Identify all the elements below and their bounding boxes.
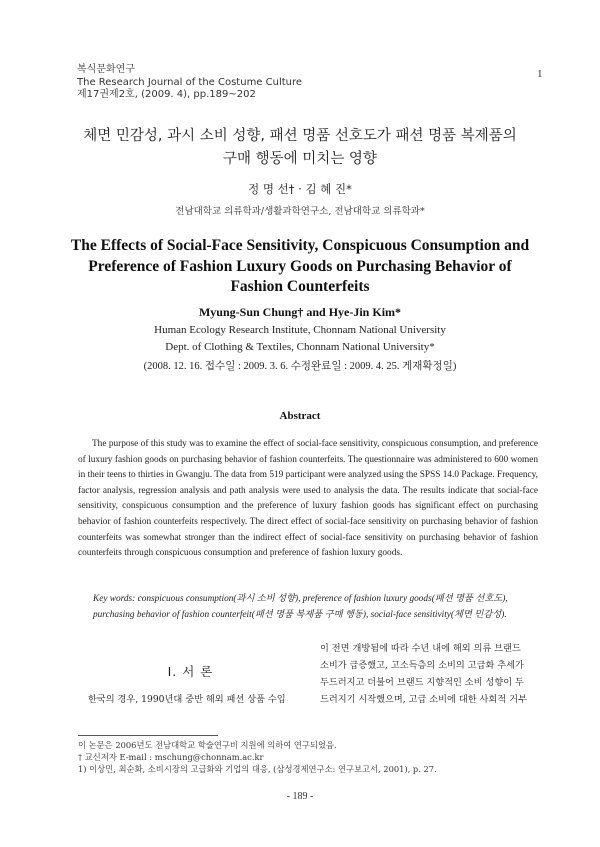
affiliation-korean: 전남대학교 의류학과/생활과학연구소, 전남대학교 의류학과* xyxy=(175,206,425,217)
affiliation-english: Dept. of Clothing & Textiles, Chonnam National University* xyxy=(165,341,435,353)
keywords-body: conspicuous consumption(과시 소비 성향), preference of fashion luxury goods(패션 명품 선호도), purchasing behavior of fashion counterfeit(패션 명품 복제품 구매 행동), social-face sensitivity(체면 민감성). xyxy=(93,594,508,620)
body-text-left: 한국의 경우, 1990년대 중반 해외 패션 상품 수입 xyxy=(88,694,286,705)
journal-issue: 제17권제2호, (2009. 4), pp.189~202 xyxy=(77,89,256,100)
section-heading: Ⅰ. 서 론 xyxy=(167,664,214,679)
corner-number: 1 xyxy=(537,68,543,80)
title-english-line: Fashion Counterfeits xyxy=(230,278,370,295)
keywords-label: Key words: xyxy=(93,594,136,604)
body-line: 이 전면 개방됨에 따라 수년 내에 해외 의류 브랜드 xyxy=(320,643,521,654)
title-korean-line: 체면 민감성, 과시 소비 성향, 패션 명품 선호도가 패션 명품 복제품의 xyxy=(83,128,517,144)
journal-name-ko: 복식문화연구 xyxy=(77,64,135,75)
affiliation-english: Human Ecology Research Institute, Chonnam National University xyxy=(154,324,446,336)
journal-name-en: The Research Journal of the Costume Culture xyxy=(77,76,303,88)
body-line: 소비가 급증했고, 고소득층의 소비의 고급화 추세가 xyxy=(320,660,524,671)
footnotes xyxy=(78,739,548,775)
footnote: † 교신저자 E-mail : mschung@chonnam.ac.kr xyxy=(78,752,264,762)
footnote-divider xyxy=(78,735,218,736)
footnote: 1) 이상민, 최순화, 소비시장의 고급화와 기업의 대응, (삼성경제연구소: 연구보고서, 2001), p. 27. xyxy=(78,764,437,774)
authors-english: Myung-Sun Chung† and Hye-Jin Kim* xyxy=(198,305,402,319)
abstract-heading: Abstract xyxy=(279,410,321,422)
title-english-line: The Effects of Social-Face Sensitivity, Conspicuous Consumption and xyxy=(70,237,530,254)
footnote: 이 논문은 2006년도 전남대학교 학술연구비 지원에 의하여 연구되었음. xyxy=(78,740,337,750)
body-line: 두드러지고 더불어 브랜드 지향적인 소비 성향이 두 xyxy=(320,677,524,688)
title-korean-line: 구매 행동에 미치는 영향 xyxy=(223,151,377,167)
body-line: 드러지기 시작했으며, 고급 소비에 대한 사회적 거부 xyxy=(320,694,527,705)
title-english xyxy=(60,236,540,298)
title-korean xyxy=(40,125,560,171)
keywords xyxy=(93,592,539,623)
page-number: - 189 - xyxy=(286,791,314,802)
body-text-right xyxy=(320,640,540,708)
title-english-line: Preference of Fashion Luxury Goods on Purchasing Behavior of xyxy=(88,257,512,275)
authors-korean: 정 명 선† · 김 혜 진* xyxy=(248,182,352,196)
submission-dates: (2008. 12. 16. 접수일 : 2009. 3. 6. 수정완료일 : 2009. 4. 25. 게재확정일) xyxy=(143,361,457,372)
abstract-body: The purpose of this study was to examine the effect of social-face sensitivity, conspicuous consumption, and preference of luxury fashion goods on purchasing behavior of fashion counterfeits. The questionnaire was administered to 600 women in their teens to thirties in Gwangju. The data from 519 participant were analyzed using the SPSS 14.0 Package. Frequency, factor analysis, regression analysis and path analysis were used to analysis the data. The results indicate that social-face sensitivity, conspicuous consumption and the preference of luxury fashion goods has significant effect on purchasing behavior of fashion counterfeits respectively. The direct effect of social-face sensitivity on purchasing behavior of fashion counterfeits was somewhat stronger than the indirect effect of social-face sensitivity on purchasing behavior of fashion counterfeits through conspicuous consumption and preference of fashion luxury goods. xyxy=(78,439,538,559)
journal-header xyxy=(77,64,302,102)
